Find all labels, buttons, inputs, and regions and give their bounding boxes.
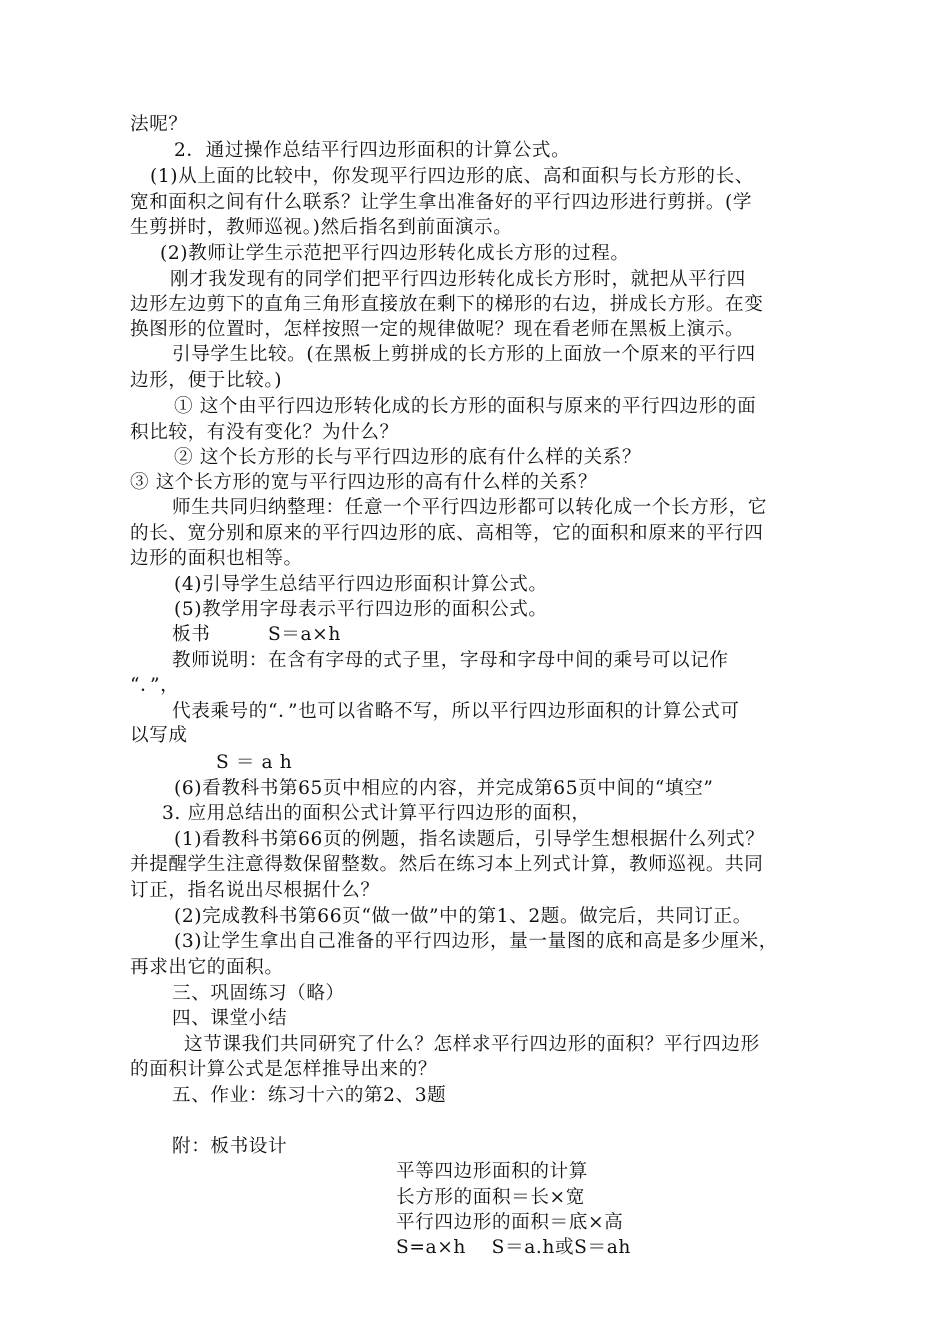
text-line: 的长、宽分别和原来的平行四边形的底、高相等，它的面积和原来的平行四	[130, 523, 764, 544]
text-line: 这节课我们共同研究了什么？怎样求平行四边形的面积？平行四边形	[184, 1034, 760, 1055]
board-design-line: 平行四边形的面积＝底×高	[396, 1212, 624, 1233]
text-line: 宽和面积之间有什么联系？让学生拿出准备好的平行四边形进行剪拼。(学	[130, 192, 753, 213]
text-line: (3)让学生拿出自己准备的平行四边形，量一量图的底和高是多少厘米，	[174, 931, 778, 952]
text-line: 换图形的位置时，怎样按照一定的规律做呢？现在看老师在黑板上演示。	[130, 319, 745, 340]
text-line: 三、巩固练习（略）	[172, 983, 345, 1004]
text-line: (4)引导学生总结平行四边形面积计算公式。	[174, 574, 548, 595]
text-line: 的面积计算公式是怎样推导出来的？	[130, 1059, 438, 1080]
text-line: 刚才我发现有的同学们把平行四边形转化成长方形时，就把从平行四	[170, 269, 746, 290]
text-line: 再求出它的面积。	[130, 957, 284, 978]
text-line: 四、课堂小结	[172, 1008, 288, 1029]
text-line: 并提醒学生注意得数保留整数。然后在练习本上列式计算，教师巡视。共同	[130, 854, 764, 875]
board-design-title: 平等四边形面积的计算	[396, 1161, 588, 1182]
text-line: 师生共同归纳整理：任意一个平行四边形都可以转化成一个长方形，它	[172, 497, 768, 518]
board-design-line: 长方形的面积＝长×宽	[396, 1187, 585, 1208]
text-line: ③ 这个长方形的宽与平行四边形的高有什么样的关系？	[130, 472, 598, 493]
text-line: 以写成	[130, 725, 188, 746]
text-line: 教师说明：在含有字母的式子里，字母和字母中间的乘号可以记作	[172, 650, 729, 671]
text-line: 3. 应用总结出的面积公式计算平行四边形的面积，	[162, 803, 591, 824]
text-line: 板书 S＝a×h	[172, 624, 341, 645]
text-line: 引导学生比较。(在黑板上剪拼成的长方形的上面放一个原来的平行四	[172, 344, 756, 365]
text-line: (6)看教科书第65页中相应的内容，并完成第65页中间的“填空”	[174, 778, 714, 799]
text-line: (5)教学用字母表示平行四边形的面积公式。	[174, 599, 548, 620]
text-line: ① 这个由平行四边形转化成的长方形的面积与原来的平行四边形的面	[174, 396, 757, 417]
text-line: 法呢？	[130, 114, 188, 135]
text-line: 边形的面积也相等。	[130, 548, 303, 569]
text-line: 边形左边剪下的直角三角形直接放在剩下的梯形的右边，拼成长方形。在变	[130, 294, 764, 315]
text-line: (1)从上面的比较中，你发现平行四边形的底、高和面积与长方形的长、	[150, 166, 754, 187]
text-line: 生剪拼时，教师巡视。)然后指名到前面演示。	[130, 217, 513, 238]
text-line: 代表乘号的“．”也可以省略不写，所以平行四边形面积的计算公式可	[172, 701, 740, 722]
text-line: (2)完成教科书第66页“做一做”中的第1、2题。做完后，共同订正。	[174, 906, 752, 927]
text-line: 订正，指名说出尽根据什么？	[130, 880, 380, 901]
text-line: 积比较，有没有变化？为什么？	[130, 422, 399, 443]
text-line: 五、作业：练习十六的第2、3题	[172, 1085, 447, 1106]
board-design-line: S=a×h S＝a.h或S＝ah	[396, 1237, 631, 1258]
text-line: 附：板书设计	[172, 1136, 288, 1157]
text-line: 边形，便于比较。)	[130, 370, 283, 391]
text-line: “．”，	[130, 675, 180, 696]
text-line: S ＝ a h	[216, 752, 293, 773]
text-line: 2．通过操作总结平行四边形面积的计算公式。	[174, 140, 571, 161]
text-line: (2)教师让学生示范把平行四边形转化成长方形的过程。	[160, 243, 630, 264]
text-line: (1)看教科书第66页的例题，指名读题后，引导学生想根据什么列式？	[174, 829, 765, 850]
text-line: ② 这个长方形的长与平行四边形的底有什么样的关系？	[174, 447, 642, 468]
